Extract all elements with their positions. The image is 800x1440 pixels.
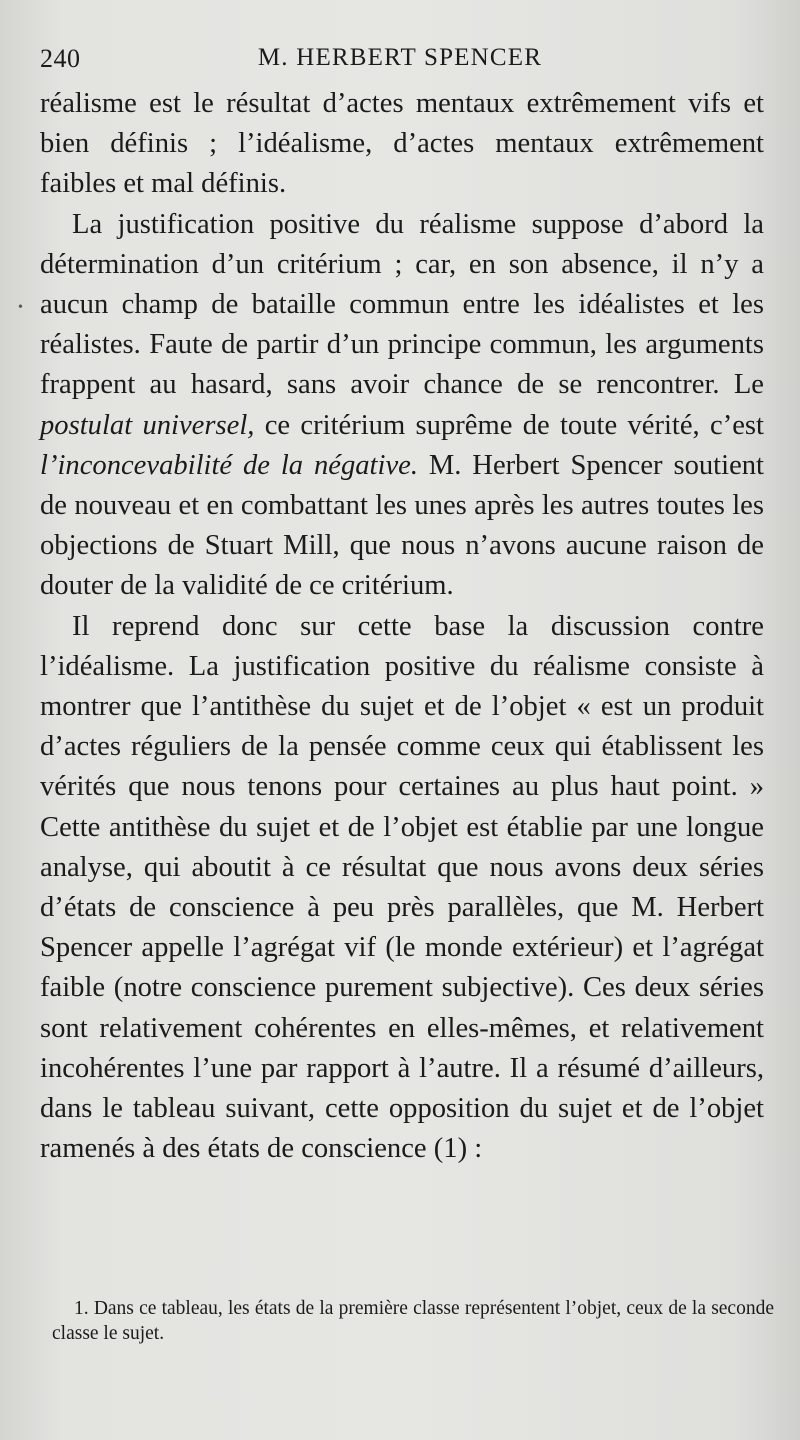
body-text xyxy=(40,84,764,1169)
italic-inconcevabilite: l’inconcevabilité de la négative. xyxy=(40,449,418,481)
margin-speck: • xyxy=(18,300,23,315)
footnote: 1. Dans ce tableau, les états de la première classe représentent l’objet, ceux de la seconde classe le sujet. xyxy=(52,1298,774,1344)
paragraph-criterium-text-3: M. Herbert Spencer soutient de nouveau et en combattant les unes après les autres toutes les objections de Stuart Mill, que nous n’avons aucune raison de douter de la validité de ce critérium. xyxy=(40,449,764,602)
running-head xyxy=(40,40,760,80)
paragraph-continued: réalisme est le résultat d’actes mentaux extrêmement vifs et bien définis ; l’idéalisme, d’actes mentaux extrêmement faibles et mal définis. xyxy=(40,88,764,200)
paragraph-criterium xyxy=(40,205,764,607)
paragraph-idealisme: Il reprend donc sur cette base la discussion contre l’idéalisme. La justification positive du réalisme consiste à montrer que l’antithèse du sujet et de l’objet « est un produit d’actes réguliers de la pensée comme ceux qui établissent les vérités que nous tenons pour certaines au plus haut point. » Cette antithèse du sujet et de l’objet est établie par une longue analyse, qui aboutit à ce résultat que nous avons deux séries d’états de conscience à peu près parallèles, que M. Herbert Spencer appelle l’agrégat vif (le monde extérieur) et l’agrégat faible (notre conscience purement subjective). Ces deux séries sont relativement cohérentes en elles-mêmes, et relativement incohérentes l’une par rapport à l’autre. Il a résumé d’ailleurs, dans le tableau suivant, cette opposition du sujet et de l’objet ramenés à des états de conscience (1) : xyxy=(40,610,764,1165)
running-title: M. HERBERT SPENCER xyxy=(257,44,543,71)
italic-postulat-universel: postulat universel, xyxy=(40,409,255,441)
page-number: 240 xyxy=(40,44,81,73)
paragraph-criterium-text-1: La justification positive du réalisme suppose d’abord la détermination d’un critérium ; car, en son absence, il n’y a aucun champ de bataille commun entre les idéalistes et les réalistes. Faute de partir d’un principe commun, les arguments frappent au hasard, sans avoir chance de se rencontrer. Le xyxy=(40,208,764,401)
paragraph-criterium-text-2: ce critérium suprême de toute vérité, c’est xyxy=(254,409,764,441)
